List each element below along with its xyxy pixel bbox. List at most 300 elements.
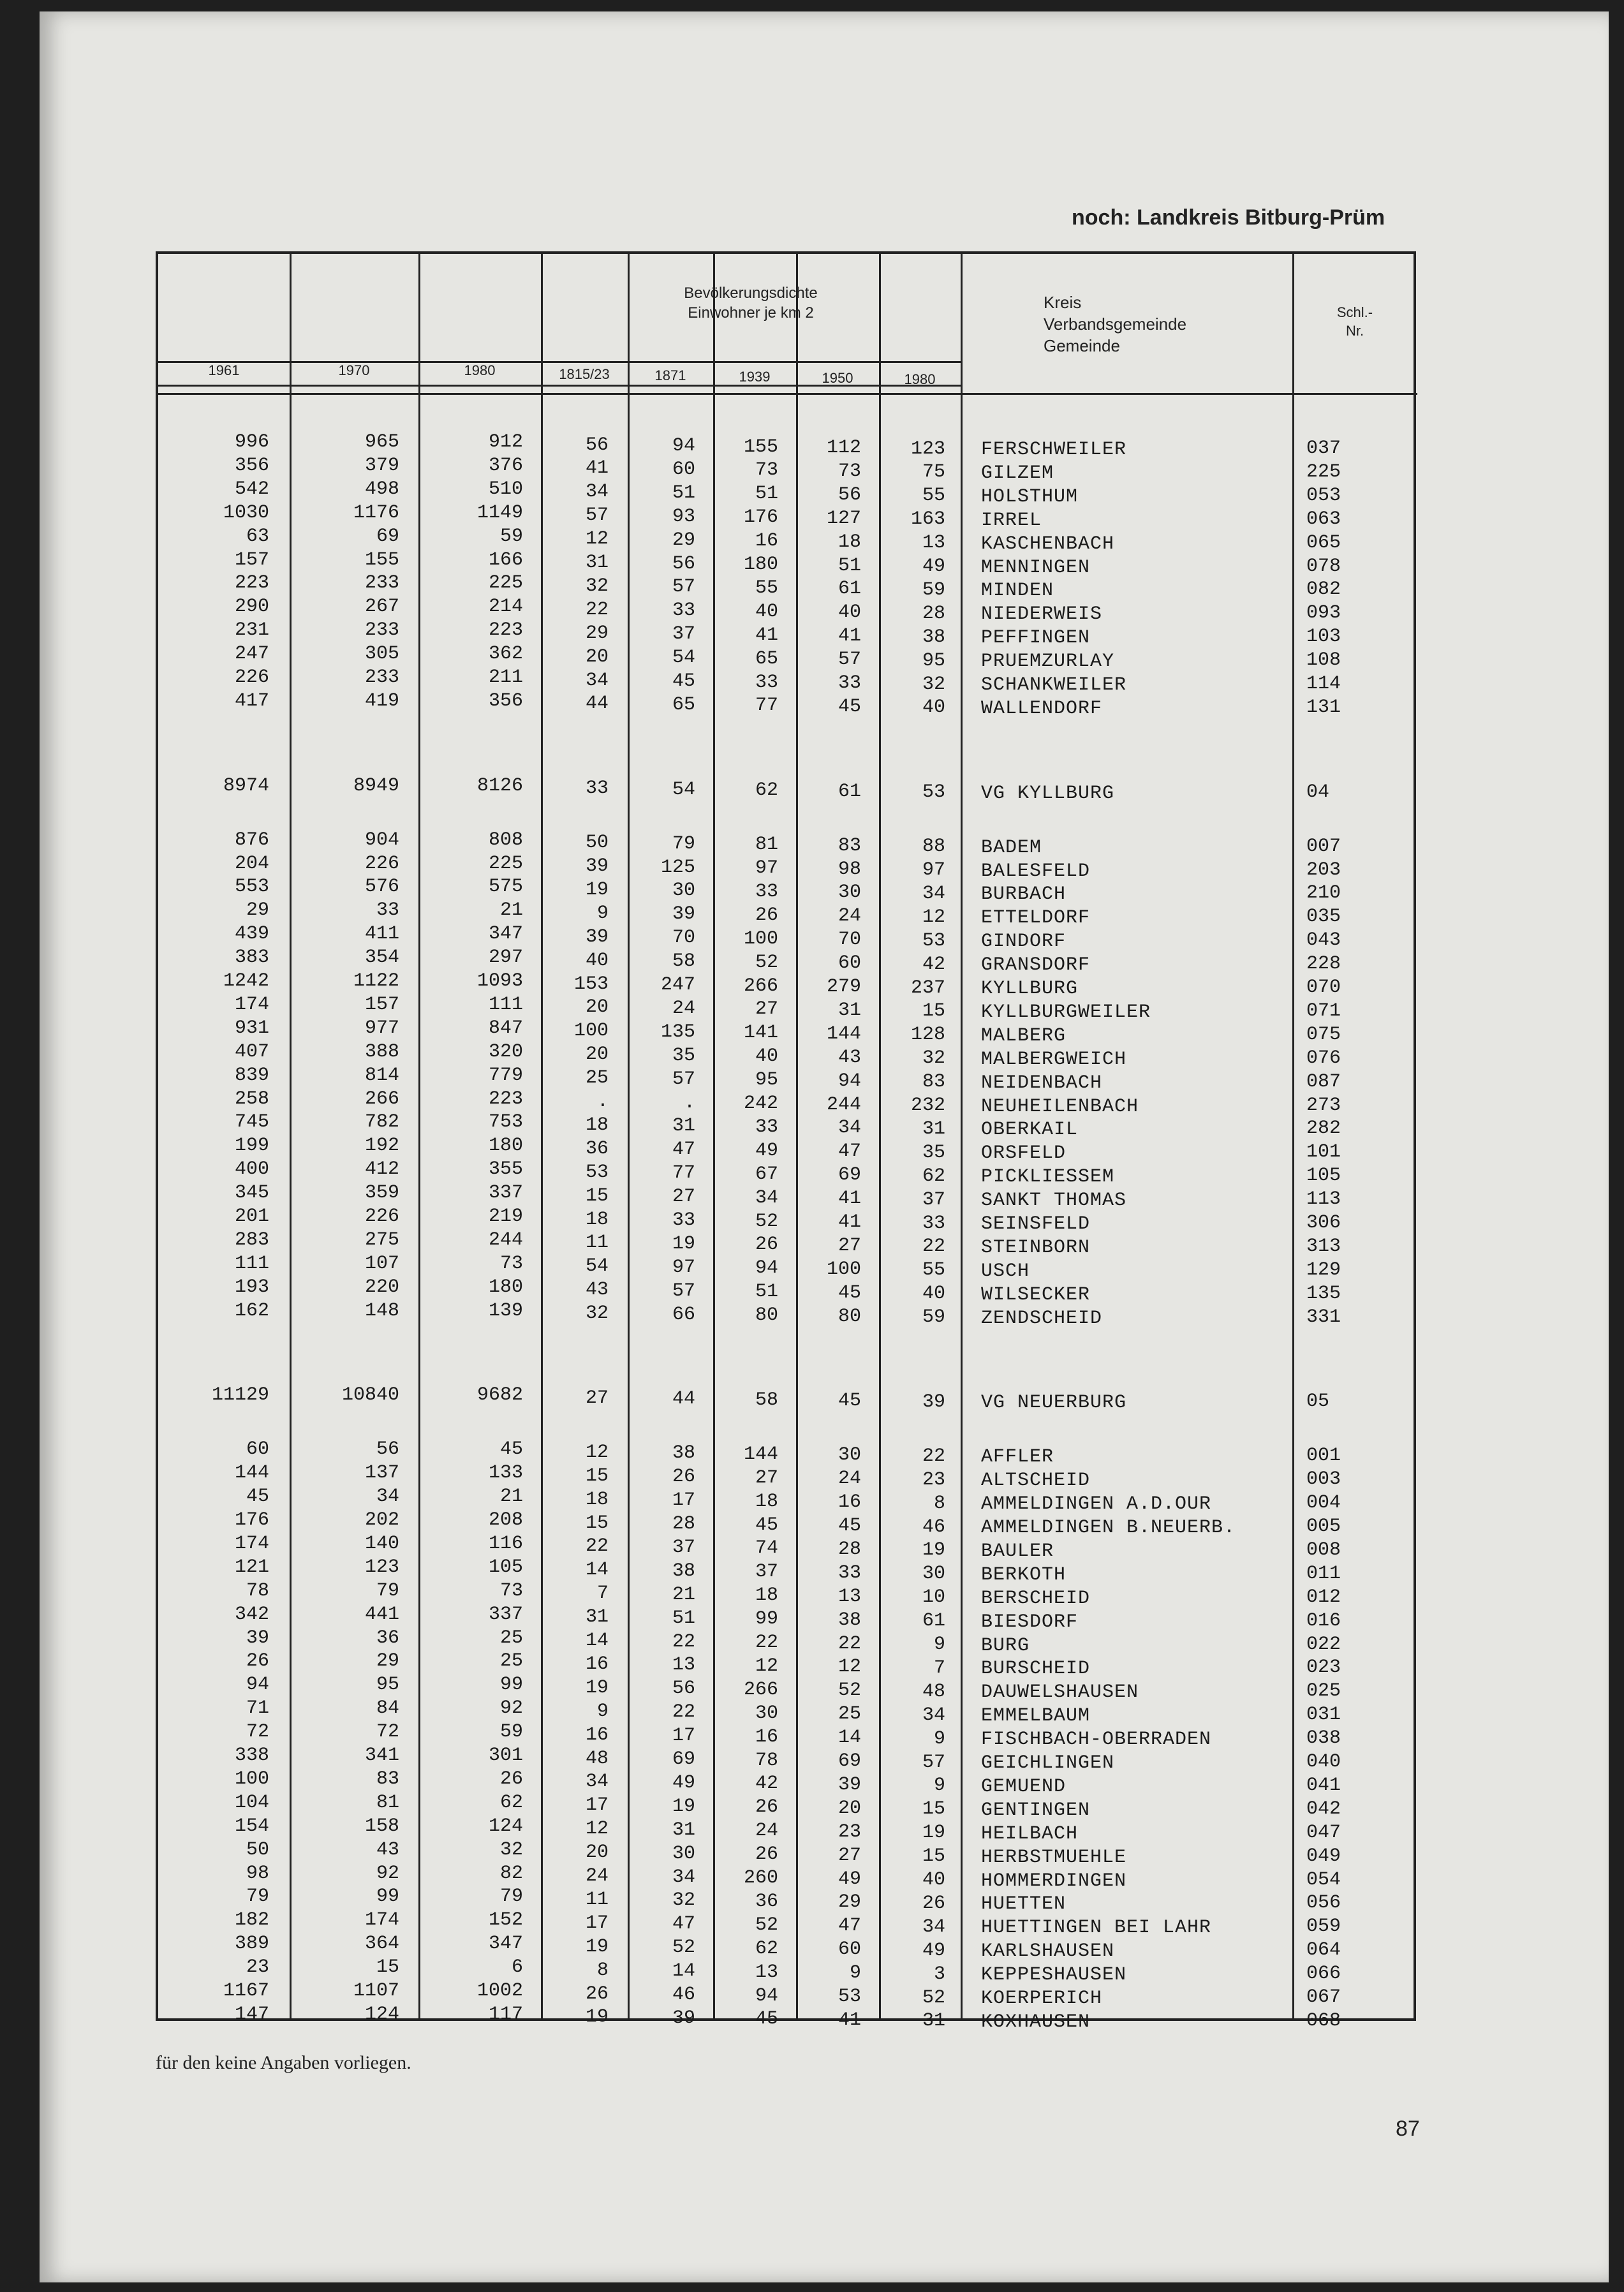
table-cell: 42	[755, 1773, 778, 1795]
municipality-name: HOMMERDINGEN	[981, 1870, 1127, 1892]
table-cell: 52	[755, 1210, 778, 1232]
population-table	[156, 251, 1416, 2033]
table-cell: 54	[585, 1255, 609, 1278]
municipality-name: FISCHBACH-OBERRADEN	[981, 1729, 1212, 1751]
table-cell: 231	[234, 619, 269, 642]
table-cell: 30	[755, 1702, 778, 1724]
table-cell: 72	[376, 1721, 399, 1743]
municipality-name: BURSCHEID	[981, 1658, 1091, 1680]
table-cell: 45	[672, 670, 695, 692]
municipality-name: PICKLIESSEM	[981, 1166, 1115, 1188]
table-cell: 10	[922, 1586, 945, 1609]
table-cell: 226	[364, 1206, 399, 1227]
key-number: 025	[1306, 1680, 1341, 1703]
table-cell: 266	[743, 1678, 778, 1701]
table-cell: 45	[838, 1515, 861, 1537]
table-cell: 417	[234, 690, 269, 712]
key-number: 101	[1306, 1141, 1341, 1164]
table-cell: 29	[585, 622, 609, 644]
key-number: 313	[1306, 1235, 1341, 1257]
table-cell: 35	[922, 1141, 945, 1164]
kreis-line2: Verbandsgemeinde	[1044, 314, 1187, 334]
table-cell: 24	[755, 1820, 778, 1842]
table-cell: 54	[672, 778, 695, 801]
key-number: 331	[1306, 1306, 1341, 1328]
table-cell: 31	[672, 1819, 695, 1841]
key-number: 105	[1306, 1165, 1341, 1187]
col-divider	[796, 254, 798, 2018]
footnote: für den keine Angaben vorliegen.	[156, 2052, 411, 2073]
table-cell: 20	[838, 1797, 861, 1819]
table-cell: 389	[234, 1933, 269, 1955]
table-cell: 83	[922, 1071, 945, 1093]
municipality-name: MALBERG	[981, 1024, 1067, 1047]
table-cell: 162	[234, 1299, 269, 1322]
municipality-name: KARLSHAUSEN	[981, 1941, 1115, 1963]
table-cell: 201	[234, 1206, 269, 1227]
table-cell: 45	[838, 1390, 861, 1412]
municipality-name: VG NEUERBURG	[981, 1392, 1127, 1414]
municipality-name: HOLSTHUM	[981, 485, 1079, 508]
table-cell: 14	[672, 1960, 695, 1983]
table-cell: 290	[234, 596, 269, 618]
table-cell: 12	[838, 1656, 861, 1678]
table-cell: 57	[922, 1751, 945, 1773]
table-cell: 33	[755, 880, 778, 903]
table-cell: 204	[234, 852, 269, 875]
table-cell: 95	[376, 1674, 399, 1696]
table-cell: 16	[585, 1724, 609, 1746]
col-divider	[1292, 254, 1294, 2018]
table-cell: 34	[922, 882, 945, 905]
table-cell: 53	[922, 781, 945, 804]
municipality-name: HUETTINGEN BEI LAHR	[981, 1917, 1212, 1939]
table-cell: 95	[922, 649, 945, 672]
key-number: 065	[1306, 531, 1341, 554]
table-cell: 144	[826, 1023, 861, 1045]
table-cell: 260	[743, 1867, 778, 1889]
key-number: 071	[1306, 1000, 1341, 1022]
table-cell: 80	[755, 1305, 778, 1327]
table-cell: 258	[234, 1088, 269, 1110]
municipality-name: MALBERGWEICH	[981, 1048, 1127, 1070]
table-cell: 56	[376, 1438, 399, 1461]
table-cell: 65	[755, 647, 778, 670]
table-cell: 50	[246, 1838, 269, 1861]
table-cell: 104	[234, 1791, 269, 1814]
key-number: 003	[1306, 1468, 1341, 1491]
table-cell: 37	[672, 1536, 695, 1558]
table-cell: 56	[672, 1678, 695, 1700]
table-cell: 78	[246, 1579, 269, 1602]
table-cell: 208	[488, 1509, 523, 1532]
table-cell: 133	[488, 1462, 523, 1484]
table-cell: 62	[922, 1165, 945, 1187]
table-cell: 92	[499, 1697, 523, 1720]
table-cell: 13	[922, 532, 945, 554]
table-cell: 166	[488, 549, 523, 571]
table-cell: 46	[922, 1516, 945, 1538]
table-cell: 26	[585, 1983, 609, 2005]
table-cell: 9	[596, 1700, 609, 1722]
table-cell: 412	[364, 1158, 399, 1181]
table-cell: 58	[755, 1389, 778, 1411]
table-cell: 23	[922, 1468, 945, 1491]
table-cell: 31	[585, 552, 609, 573]
municipality-name: USCH	[981, 1260, 1030, 1282]
table-cell: 94	[672, 435, 695, 457]
year-header-1980: 1980	[464, 362, 496, 378]
table-cell: 38	[922, 626, 945, 648]
year-header-1961: 1961	[208, 362, 240, 378]
table-cell: 912	[488, 431, 523, 453]
table-cell: 9	[933, 1775, 945, 1797]
municipality-name: PRUEMZURLAY	[981, 651, 1115, 673]
table-cell: 20	[585, 1044, 609, 1066]
table-cell: 753	[488, 1111, 523, 1134]
table-cell: 247	[234, 643, 269, 665]
table-cell: 34	[585, 669, 609, 691]
table-cell: 52	[755, 1914, 778, 1936]
table-cell: 977	[364, 1017, 399, 1039]
table-cell: 17	[672, 1490, 695, 1512]
table-cell: 22	[922, 1445, 945, 1467]
key-number: 016	[1306, 1609, 1341, 1632]
key-number: 114	[1306, 673, 1341, 695]
col-divider	[290, 254, 292, 2018]
municipality-name: HEILBACH	[981, 1823, 1079, 1845]
table-cell: 72	[246, 1721, 269, 1743]
table-cell: 510	[488, 478, 523, 500]
table-cell: 232	[910, 1095, 945, 1116]
table-cell: 62	[755, 1937, 778, 1960]
table-cell: 36	[755, 1890, 778, 1912]
municipality-name: MENNINGEN	[981, 556, 1091, 579]
table-cell: 38	[838, 1609, 861, 1631]
table-cell: 233	[364, 572, 399, 595]
col-divider	[713, 254, 715, 2018]
table-cell: 93	[672, 505, 695, 528]
table-cell: 745	[234, 1111, 269, 1134]
table-cell: 8	[596, 1959, 609, 1981]
table-cell: 180	[488, 1135, 523, 1157]
table-cell: 52	[672, 1937, 695, 1959]
table-cell: 36	[585, 1137, 609, 1160]
density-header	[541, 283, 961, 323]
table-cell: 30	[838, 882, 861, 904]
table-cell: 33	[922, 1212, 945, 1234]
table-cell: 111	[488, 993, 523, 1016]
key-number: 042	[1306, 1798, 1341, 1820]
table-cell: 337	[488, 1603, 523, 1625]
table-cell: 57	[838, 649, 861, 671]
table-cell: 163	[910, 508, 945, 531]
table-cell: .	[596, 1091, 609, 1113]
table-cell: 19	[672, 1232, 695, 1255]
table-cell: 182	[234, 1909, 269, 1932]
key-number: 103	[1306, 626, 1341, 648]
table-cell: 26	[755, 1234, 778, 1256]
table-cell: 233	[364, 619, 399, 642]
table-cell: 40	[755, 1046, 778, 1068]
table-cell: 7	[596, 1583, 609, 1605]
table-cell: 84	[376, 1697, 399, 1720]
table-cell: 41	[838, 1188, 861, 1210]
key-number: 035	[1306, 906, 1341, 928]
table-cell: 225	[488, 572, 523, 595]
table-cell: 33	[585, 778, 609, 800]
table-cell: 23	[838, 1821, 861, 1843]
table-cell: 12	[585, 1818, 609, 1840]
table-cell: 33	[755, 671, 778, 693]
table-cell: 49	[672, 1771, 695, 1794]
key-number: 131	[1306, 696, 1341, 718]
table-cell: 78	[755, 1749, 778, 1771]
table-cell: 100	[573, 1020, 609, 1042]
table-cell: 97	[922, 859, 945, 881]
key-number: 038	[1306, 1727, 1341, 1750]
table-cell: 15	[585, 1185, 609, 1207]
table-cell: 26	[755, 1796, 778, 1819]
table-cell: 60	[838, 952, 861, 975]
table-cell: 576	[364, 876, 399, 898]
table-cell: 69	[672, 1749, 695, 1771]
table-cell: 223	[234, 572, 269, 595]
table-cell: 1122	[353, 970, 399, 992]
municipality-name: BIESDORF	[981, 1611, 1079, 1633]
table-cell: 49	[922, 1939, 945, 1962]
table-cell: 19	[672, 1795, 695, 1817]
table-cell: 80	[838, 1305, 861, 1327]
key-number: 04	[1306, 781, 1330, 803]
table-cell: 29	[246, 899, 269, 922]
table-cell: 60	[672, 458, 695, 480]
table-cell: 1176	[353, 501, 399, 524]
municipality-name: KYLLBURGWEILER	[981, 1001, 1151, 1023]
table-cell: 153	[573, 973, 609, 995]
table-cell: 40	[922, 697, 945, 719]
table-cell: 38	[672, 1442, 695, 1465]
table-cell: 11129	[211, 1384, 269, 1407]
table-cell: 441	[364, 1603, 399, 1625]
table-cell: 98	[838, 858, 861, 880]
table-cell: 59	[499, 525, 523, 547]
table-cell: 839	[234, 1064, 269, 1086]
schl-header	[1292, 304, 1417, 340]
key-number: 064	[1306, 1939, 1341, 1962]
municipality-name: OBERKAIL	[981, 1119, 1079, 1141]
key-number: 087	[1306, 1070, 1341, 1093]
table-cell: 62	[499, 1791, 523, 1814]
table-cell: 39	[246, 1627, 269, 1649]
municipality-name: SEINSFELD	[981, 1213, 1091, 1235]
key-number: 004	[1306, 1492, 1341, 1514]
table-cell: 19	[922, 1822, 945, 1844]
table-cell: 439	[234, 923, 269, 945]
table-cell: 59	[922, 1306, 945, 1329]
table-cell: 52	[838, 1680, 861, 1702]
table-cell: 31	[585, 1606, 609, 1629]
table-cell: 79	[376, 1579, 399, 1602]
table-cell: 47	[838, 1141, 861, 1163]
municipality-name: NEIDENBACH	[981, 1072, 1103, 1094]
table-cell: 176	[743, 506, 778, 529]
table-cell: 26	[755, 904, 778, 926]
table-cell: 244	[826, 1093, 861, 1116]
table-cell: 22	[585, 598, 609, 621]
table-cell: 379	[364, 454, 399, 477]
table-cell: 388	[364, 1040, 399, 1063]
table-cell: 931	[234, 1017, 269, 1039]
table-cell: 18	[585, 1208, 609, 1231]
table-cell: 54	[672, 647, 695, 669]
table-cell: 407	[234, 1040, 269, 1063]
municipality-name: BERSCHEID	[981, 1587, 1091, 1609]
table-cell: 45	[755, 2008, 778, 2030]
table-cell: 32	[585, 575, 609, 597]
table-cell: 808	[488, 829, 523, 851]
table-cell: 342	[234, 1603, 269, 1625]
table-cell: 88	[922, 836, 945, 858]
municipality-name: BURG	[981, 1634, 1030, 1657]
table-cell: 16	[755, 530, 778, 552]
table-cell: 34	[922, 1704, 945, 1726]
table-cell: 74	[755, 1537, 778, 1560]
col-divider	[961, 254, 963, 2018]
table-cell: 39	[585, 926, 609, 948]
table-cell: 41	[755, 624, 778, 646]
table-cell: 152	[488, 1909, 523, 1932]
table-cell: 79	[499, 1886, 523, 1908]
key-number: 053	[1306, 484, 1341, 506]
table-cell: 28	[672, 1513, 695, 1535]
table-cell: 155	[364, 549, 399, 571]
table-cell: 69	[838, 1750, 861, 1773]
table-cell: 66	[672, 1303, 695, 1326]
table-cell: 63	[246, 525, 269, 547]
table-cell: 19	[922, 1539, 945, 1562]
table-cell: 95	[755, 1069, 778, 1091]
table-cell: 12	[585, 528, 609, 551]
municipality-name: SCHANKWEILER	[981, 674, 1127, 696]
key-number: 093	[1306, 602, 1341, 625]
table-cell: 345	[234, 1182, 269, 1204]
table-cell: 1107	[353, 1980, 399, 2002]
municipality-name: KYLLBURG	[981, 978, 1079, 1000]
header-bottom-line	[158, 393, 1417, 395]
key-number: 129	[1306, 1259, 1341, 1281]
table-cell: 202	[364, 1509, 399, 1532]
table-cell: 347	[488, 1933, 523, 1955]
table-cell: 99	[376, 1886, 399, 1908]
table-cell: 3	[933, 1963, 945, 1985]
table-cell: 26	[672, 1466, 695, 1488]
table-cell: 34	[585, 1771, 609, 1793]
table-cell: 34	[376, 1486, 399, 1508]
table-cell: 174	[234, 993, 269, 1016]
table-cell: 45	[755, 1514, 778, 1536]
table-cell: 34	[672, 1866, 695, 1888]
table-cell: 301	[488, 1745, 523, 1767]
table-cell: 73	[838, 460, 861, 482]
table-cell: 31	[922, 2010, 945, 2032]
table-cell: 31	[922, 1118, 945, 1140]
municipality-name: WILSECKER	[981, 1283, 1091, 1306]
table-cell: 242	[743, 1093, 778, 1114]
table-cell: 297	[488, 947, 523, 969]
table-cell: 43	[585, 1279, 609, 1301]
table-cell: 553	[234, 876, 269, 898]
page-number: 87	[1396, 2117, 1420, 2141]
table-cell: 62	[755, 780, 778, 802]
key-number: 049	[1306, 1845, 1341, 1867]
key-number: 041	[1306, 1774, 1341, 1796]
key-number: 082	[1306, 579, 1341, 601]
table-cell: 24	[585, 1865, 609, 1888]
key-number: 067	[1306, 1986, 1341, 2009]
table-cell: 14	[838, 1727, 861, 1749]
table-cell: 356	[488, 690, 523, 712]
table-cell: 1030	[223, 501, 269, 524]
table-cell: 8126	[476, 774, 523, 797]
table-cell: 193	[234, 1276, 269, 1298]
table-cell: 46	[672, 1984, 695, 2006]
table-cell: 25	[499, 1650, 523, 1673]
municipality-name: NEUHEILENBACH	[981, 1095, 1139, 1118]
municipality-name: FERSCHWEILER	[981, 439, 1127, 461]
table-cell: 17	[585, 1794, 609, 1817]
table-cell: 237	[910, 977, 945, 999]
schl-line1: Schl.-	[1336, 304, 1373, 320]
key-number: 210	[1306, 882, 1341, 905]
table-cell: 51	[755, 483, 778, 505]
table-cell: 174	[234, 1532, 269, 1555]
table-cell: 176	[234, 1509, 269, 1532]
key-number: 063	[1306, 508, 1341, 530]
table-cell: 97	[672, 1256, 695, 1278]
table-cell: 117	[488, 2003, 523, 2025]
table-cell: 154	[234, 1815, 269, 1837]
key-number: 078	[1306, 555, 1341, 577]
table-cell: 29	[376, 1650, 399, 1673]
table-cell: 40	[922, 1283, 945, 1305]
table-cell: 9	[849, 1962, 861, 1985]
table-cell: 49	[922, 556, 945, 577]
table-cell: 32	[585, 1303, 609, 1325]
table-cell: 247	[660, 974, 695, 996]
table-cell: 279	[826, 976, 861, 998]
table-cell: 43	[376, 1838, 399, 1861]
table-cell: 10840	[341, 1384, 399, 1407]
table-cell: 65	[672, 693, 695, 716]
key-number: 005	[1306, 1516, 1341, 1538]
table-cell: 542	[234, 478, 269, 500]
table-cell: 61	[838, 780, 861, 802]
table-cell: 19	[585, 1935, 609, 1958]
table-cell: 18	[838, 531, 861, 553]
table-cell: 41	[838, 625, 861, 647]
table-cell: 55	[922, 1259, 945, 1282]
running-head: noch: Landkreis Bitburg-Prüm	[1072, 205, 1385, 230]
table-cell: 127	[826, 507, 861, 529]
kreis-header	[961, 292, 1292, 357]
table-cell: 73	[499, 1579, 523, 1602]
table-cell: 81	[376, 1791, 399, 1814]
key-number: 047	[1306, 1821, 1341, 1844]
table-cell: 139	[488, 1299, 523, 1322]
table-cell: 14	[585, 1630, 609, 1652]
table-cell: 52	[755, 951, 778, 973]
